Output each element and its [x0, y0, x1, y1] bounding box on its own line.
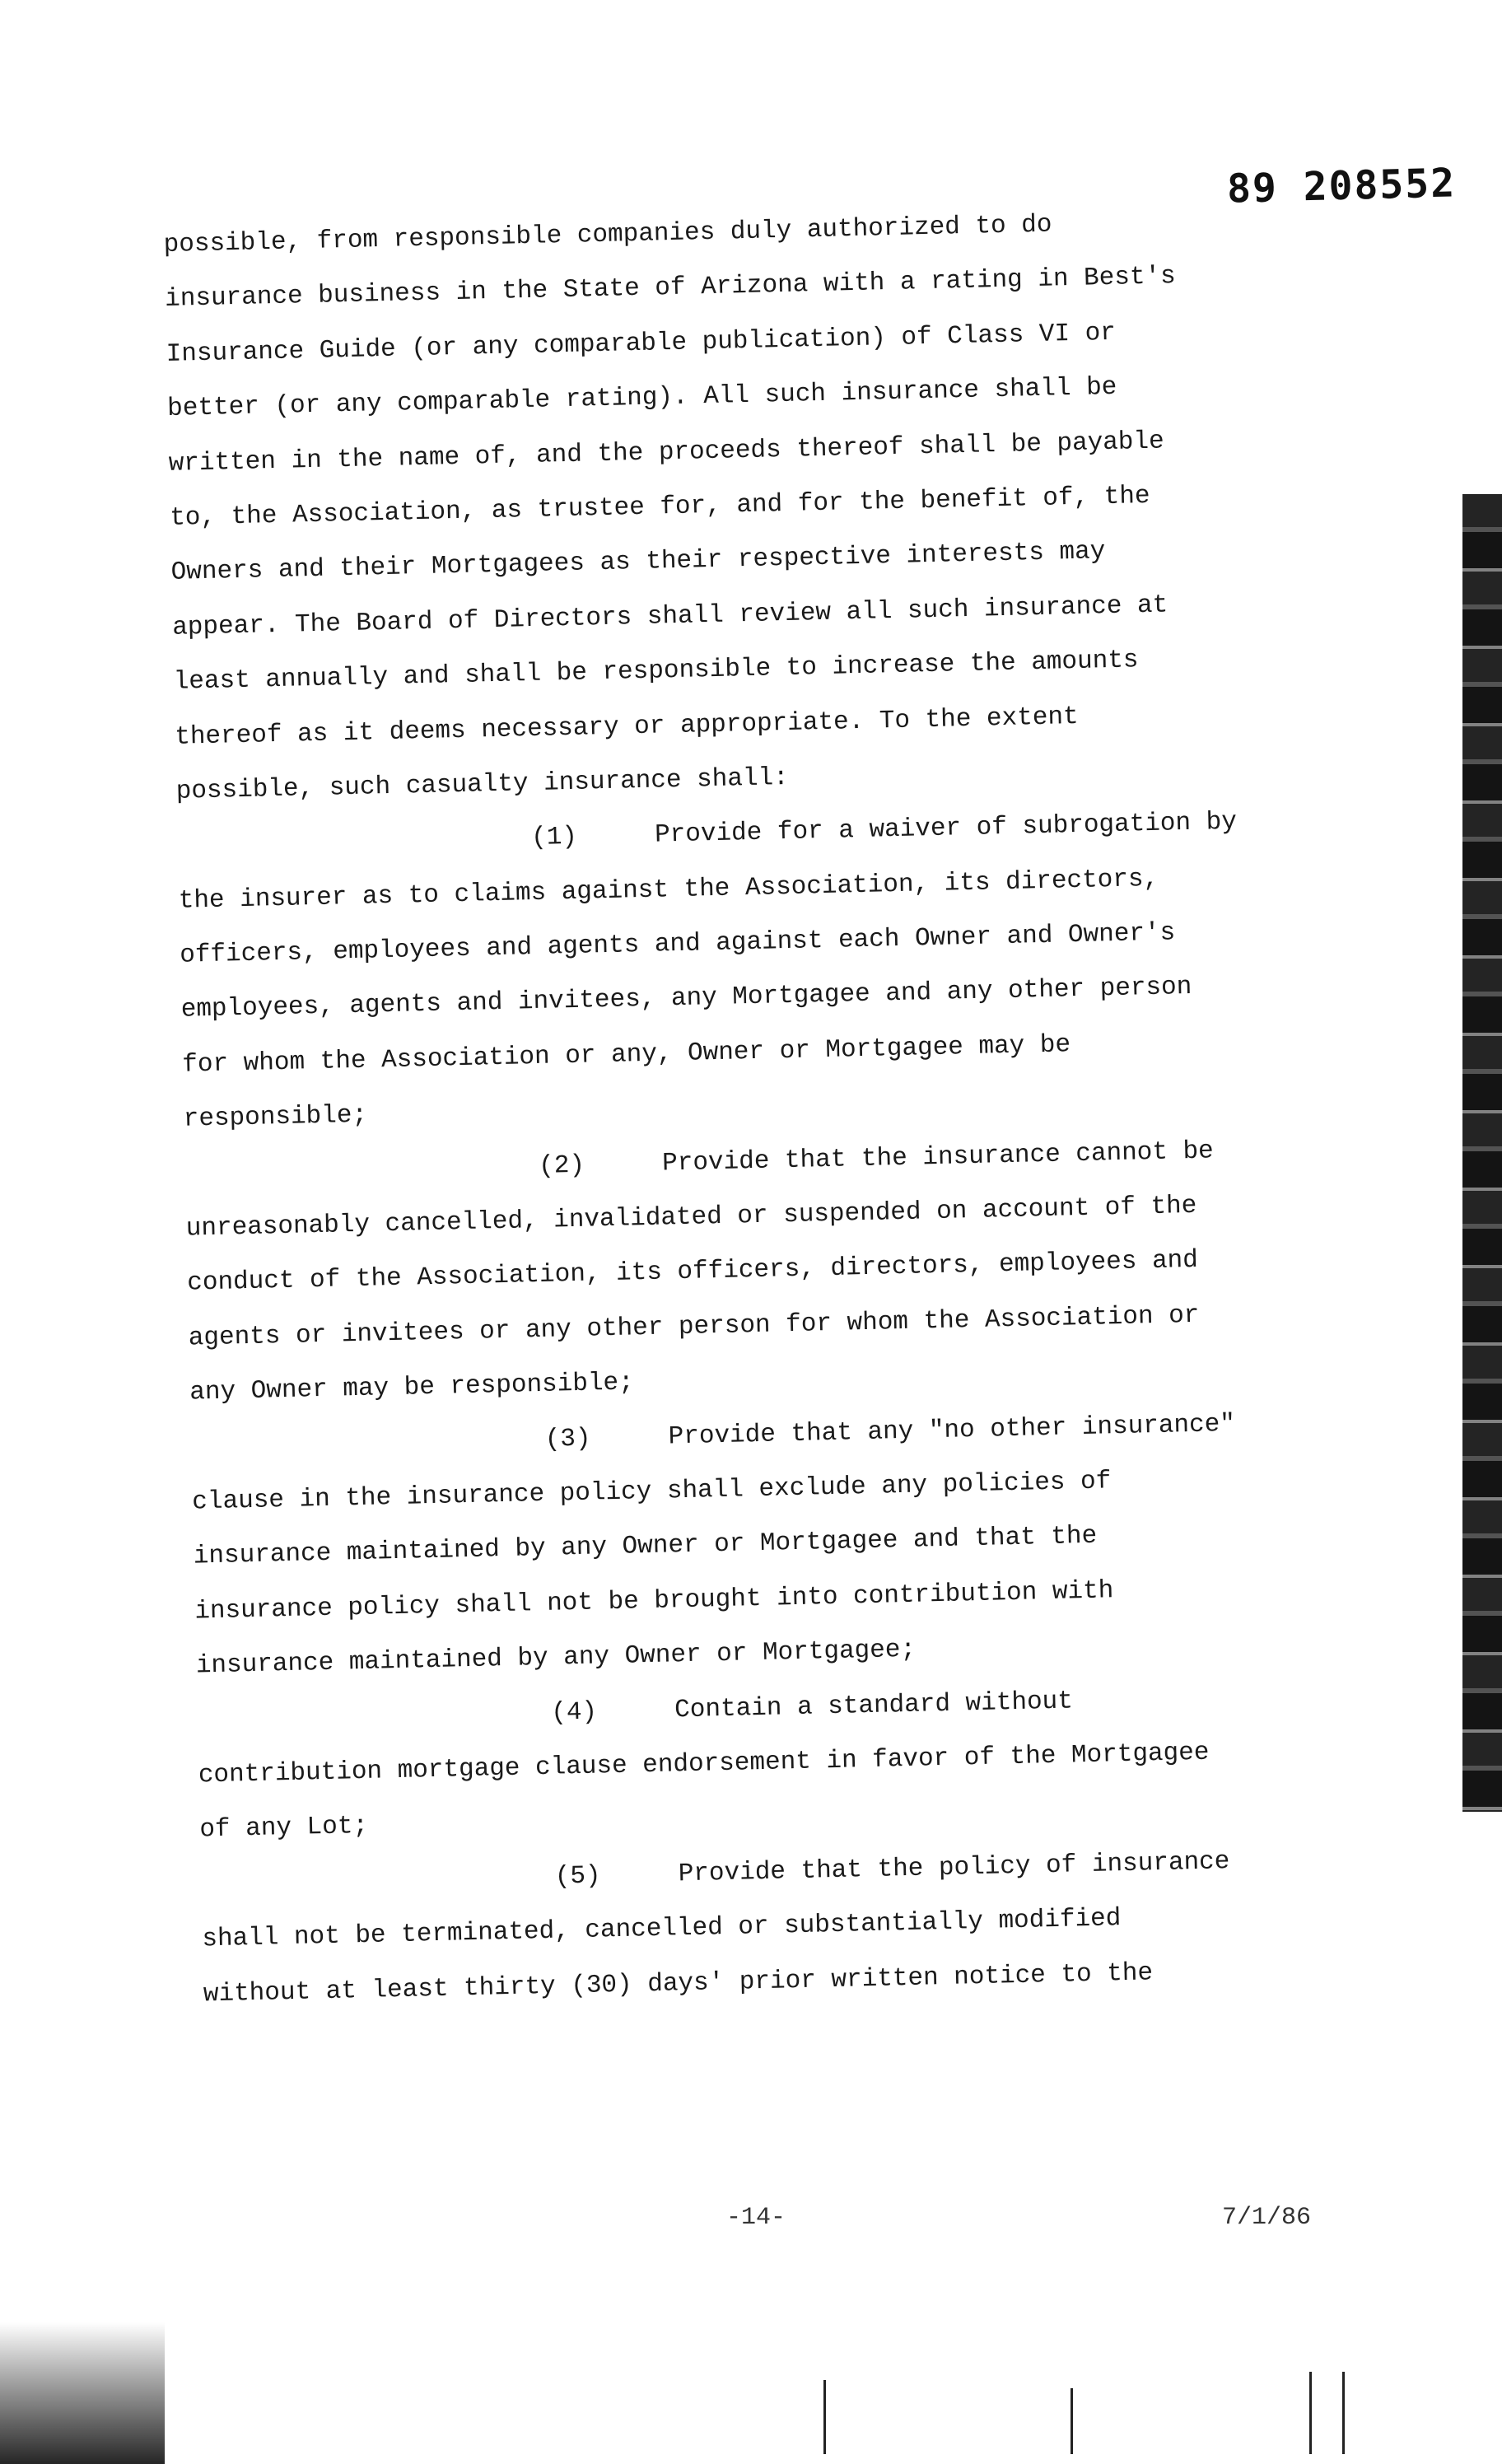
line-text: insurance policy shall not be brought into contribution with — [194, 1576, 1114, 1626]
line-text: least annually and shall be responsible to increase the amounts — [173, 646, 1139, 697]
clause-number: (4) — [550, 1697, 598, 1728]
line-text: for whom the Association or any, Owner or Mortgagee may be — [181, 1030, 1071, 1080]
line-text: insurance maintained by any Owner or Mortgagee; — [195, 1635, 917, 1681]
line-text: insurance maintained by any Owner or Mortgagee and that the — [193, 1522, 1098, 1571]
line-text: Provide that the policy of insurance — [678, 1846, 1230, 1889]
line-text: unreasonably cancelled, invalidated or suspended on account of the — [185, 1191, 1197, 1244]
line-text: officers, employees and agents and against each Owner and Owner's — [179, 918, 1176, 970]
document-number: 89 208552 — [1226, 160, 1457, 212]
scan-tick-mark — [823, 2380, 826, 2454]
line-text: possible, from responsible companies duly authorized to do — [163, 210, 1052, 259]
line-text: responsible; — [183, 1100, 368, 1134]
line-text: better (or any comparable rating). All such insurance shall be — [166, 372, 1117, 424]
clause-number: (5) — [554, 1861, 602, 1892]
line-text: the insurer as to claims against the Association, its directors, — [178, 864, 1159, 916]
clause-number: (2) — [538, 1150, 585, 1181]
line-text: thereof as it deems necessary or appropriate. To the extent — [174, 702, 1080, 752]
line-text: agents or invitees or any other person for whom the Association or — [188, 1300, 1200, 1353]
line-text: Owners and their Mortgagees as their respective interests may — [170, 537, 1106, 588]
scan-tick-mark — [1071, 2388, 1073, 2454]
line-text: Provide that the insurance cannot be — [661, 1136, 1215, 1178]
document-date: 7/1/86 — [1222, 2204, 1312, 2232]
line-text: contribution mortgage clause endorsement in favor of the Mortgagee — [198, 1738, 1210, 1790]
line-text: Insurance Guide (or any comparable publication) of Class VI or — [166, 318, 1117, 369]
scan-tick-mark — [1309, 2372, 1312, 2454]
clause-number: (3) — [544, 1424, 591, 1454]
line-text: insurance business in the State of Arizona with a rating in Best's — [164, 262, 1177, 315]
line-text: shall not be terminated, cancelled or substantially modified — [202, 1904, 1122, 1954]
line-text: Provide that any "no other insurance" — [668, 1409, 1236, 1452]
scan-margin-artifact — [1462, 494, 1502, 1812]
scan-corner-artifact — [0, 2322, 165, 2464]
line-text: employees, agents and invitees, any Mortgagee and any other person — [180, 973, 1192, 1025]
document-body — [163, 192, 1373, 2023]
scan-tick-mark — [1342, 2372, 1345, 2454]
line-text: any Owner may be responsible; — [189, 1368, 635, 1407]
line-text: conduct of the Association, its officers, directors, employees and — [186, 1246, 1199, 1299]
line-text: Contain a standard without — [674, 1686, 1074, 1724]
line-text: without at least thirty (30) days' prior written notice to the — [203, 1958, 1154, 2009]
page-number: -14- — [726, 2204, 786, 2232]
line-text: of any Lot; — [199, 1812, 369, 1845]
line-text: written in the name of, and the proceeds thereof shall be payable — [168, 427, 1165, 478]
line-text: clause in the insurance policy shall exclude any policies of — [191, 1467, 1112, 1517]
line-text: to, the Association, as trustee for, and for the benefit of, the — [169, 481, 1150, 533]
line-text: Provide for a waiver of subrogation by — [654, 807, 1238, 850]
line-text: possible, such casualty insurance shall: — [175, 763, 790, 806]
line-text: appear. The Board of Directors shall review all such insurance at — [171, 590, 1168, 642]
clause-number: (1) — [530, 823, 578, 853]
